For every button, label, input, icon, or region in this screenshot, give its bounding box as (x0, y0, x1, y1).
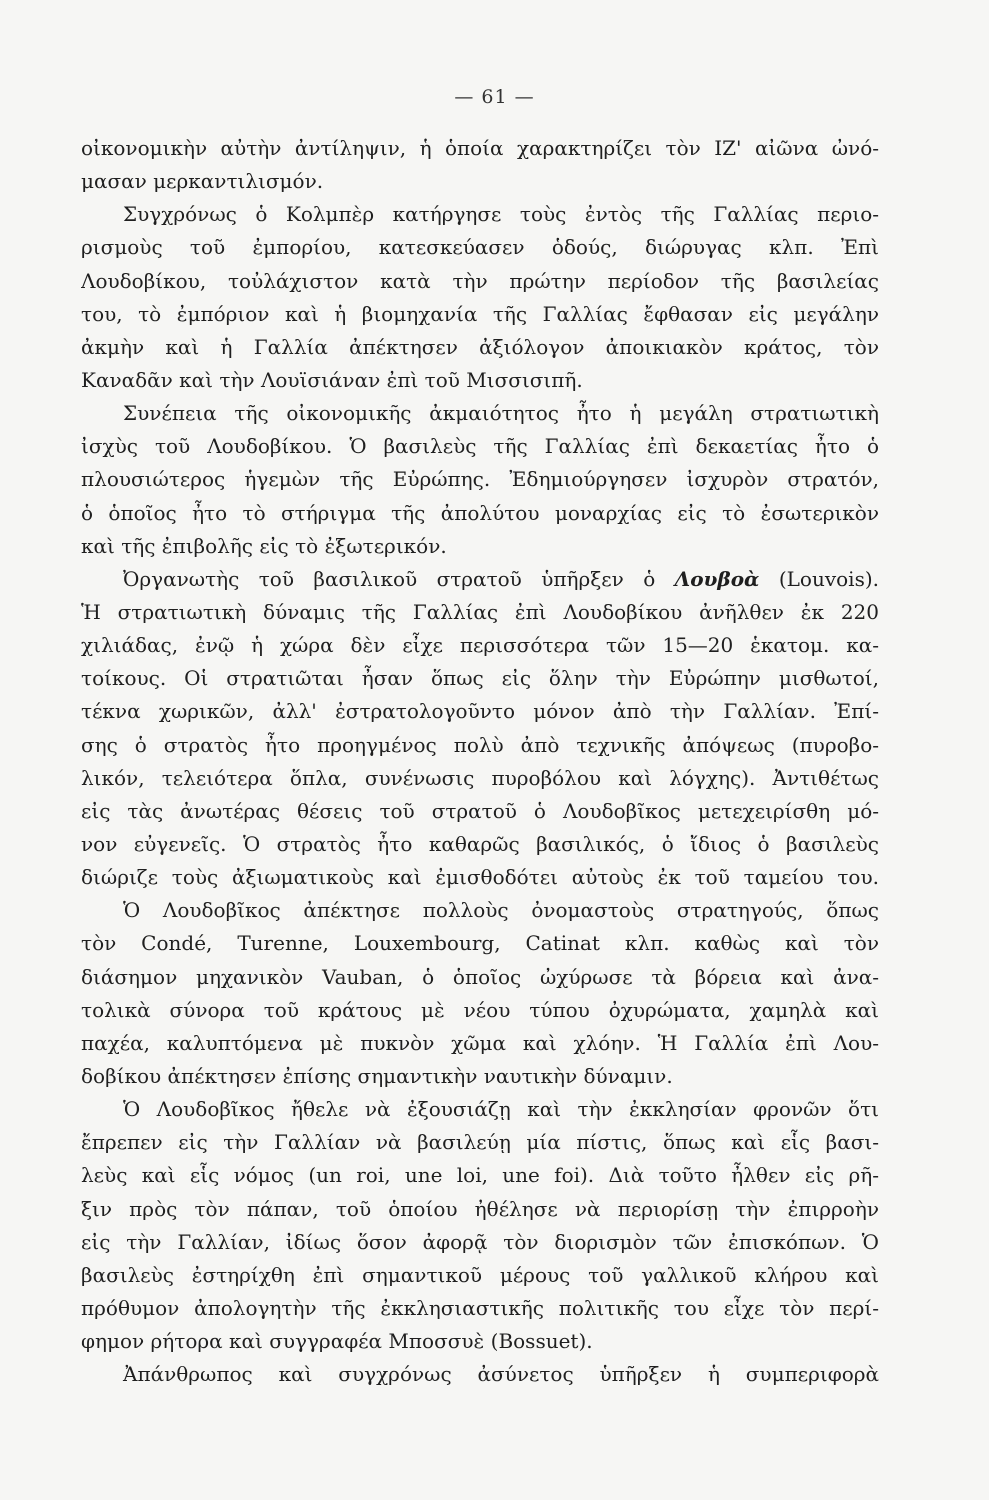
text-segment: Ὀργανωτὴς τοῦ βασιλικοῦ στρατοῦ ὑπῆρξεν ὁ (123, 566, 675, 591)
text-line: πρόθυμον ἀπολογητὴν τῆς ἐκκλησιαστικῆς πολιτικῆς του εἶχε τὸν περί- (81, 1295, 879, 1320)
text-segment: (Louvois). (759, 566, 879, 591)
text-line: εἰς τὰς ἀνωτέρας θέσεις τοῦ στρατοῦ ὁ Λουδοβῖκος μετεχειρίσθη μό- (81, 798, 879, 823)
text-line: μασαν μερκαντιλισμόν. (81, 169, 324, 194)
text-line (81, 563, 879, 596)
text-line: διώριζε τοὺς ἀξιωματικοὺς καὶ ἐμισθοδότει αὐτοὺς ἐκ τοῦ ταμείου του. (81, 865, 879, 890)
text-line: διάσημον μηχανικὸν Vauban, ὁ ὁποῖος ὠχύρωσε τὰ βόρεια καὶ ἀνα- (81, 964, 879, 989)
text-line: εἰς τὴν Γαλλίαν, ἰδίως ὅσον ἀφορᾷ τὸν διορισμὸν τῶν ἐπισκόπων. Ὁ (81, 1229, 879, 1254)
text-line: ρισμοὺς τοῦ ἐμπορίου, κατεσκεύασεν ὁδούς, διώρυγας κλπ. Ἐπὶ (81, 235, 879, 260)
text-line: τολικὰ σύνορα τοῦ κράτους μὲ νέου τύπου ὀχυρώματα, χαμηλὰ καὶ (81, 997, 879, 1022)
text-line: τοίκους. Οἱ στρατιῶται ἦσαν ὅπως εἰς ὅλην τὴν Εὐρώπην μισθωτοί, (81, 666, 879, 691)
text-line: ἀκμὴν καὶ ἡ Γαλλία ἀπέκτησεν ἀξιόλογον ἀποικιακὸν κράτος, τὸν (81, 334, 879, 359)
emphasized-name: Λουβοὰ (674, 566, 760, 591)
text-line: Ἀπάνθρωπος καὶ συγχρόνως ἀσύνετος ὑπῆρξεν ἡ συμπεριφορὰ (123, 1362, 879, 1387)
text-line: Ὁ Λουδοβῖκος ἤθελε νὰ ἐξουσιάζῃ καὶ τὴν ἐκκλησίαν φρονῶν ὅτι (123, 1097, 879, 1122)
text-line: βασιλεὺς ἐστηρίχθη ἐπὶ σημαντικοῦ μέρους τοῦ γαλλικοῦ κλήρου καὶ (81, 1262, 879, 1287)
text-line: χιλιάδας, ἐνῷ ἡ χώρα δὲν εἶχε περισσότερα τῶν 15—20 ἑκατομ. κα- (81, 633, 879, 658)
text-line: λεὺς καὶ εἷς νόμος (un roi, une loi, une foi). Διὰ τοῦτο ἦλθεν εἰς ρῆ- (81, 1163, 879, 1188)
text-line: Καναδᾶν καὶ τὴν Λουϊσιάναν ἐπὶ τοῦ Μισσισιπῆ. (81, 367, 583, 392)
text-line: δοβίκου ἀπέκτησεν ἐπίσης σημαντικὴν ναυτικὴν δύναμιν. (81, 1063, 673, 1088)
text-line: Ὁ Λουδοβῖκος ἀπέκτησε πολλοὺς ὀνομαστοὺς στρατηγούς, ὅπως (123, 898, 879, 923)
text-line: ἔπρεπεν εἰς τὴν Γαλλίαν νὰ βασιλεύῃ μία πίστις, ὅπως καὶ εἷς βασι- (81, 1130, 879, 1155)
text-line: ἰσχὺς τοῦ Λουδοβίκου. Ὁ βασιλεὺς τῆς Γαλλίας ἐπὶ δεκαετίας ἦτο ὁ (81, 434, 879, 459)
text-line: παχέα, καλυπτόμενα μὲ πυκνὸν χῶμα καὶ χλόην. Ἡ Γαλλία ἐπὶ Λου- (81, 1030, 879, 1055)
text-line: πλουσιώτερος ἡγεμὼν τῆς Εὐρώπης. Ἐδημιούργησεν ἰσχυρὸν στρατόν, (81, 467, 879, 492)
text-line: τέκνα χωρικῶν, ἀλλ' ἐστρατολογοῦντο μόνον ἀπὸ τὴν Γαλλίαν. Ἐπί- (81, 699, 879, 724)
text-line: φημον ρήτορα καὶ συγγραφέα Μποσσυὲ (Bossuet). (81, 1329, 593, 1354)
body-text (81, 132, 879, 1391)
text-line: του, τὸ ἐμπόριον καὶ ἡ βιομηχανία τῆς Γαλλίας ἔφθασαν εἰς μεγάλην (81, 301, 879, 326)
text-line: ξιν πρὸς τὸν πάπαν, τοῦ ὁποίου ἠθέλησε νὰ περιορίσῃ τὴν ἐπιρροὴν (81, 1196, 879, 1221)
text-line: Ἡ στρατιωτικὴ δύναμις τῆς Γαλλίας ἐπὶ Λουδοβίκου ἀνῆλθεν ἐκ 220 (81, 599, 879, 624)
text-line: καὶ τῆς ἐπιβολῆς εἰς τὸ ἐξωτερικόν. (81, 533, 447, 558)
text-line: σης ὁ στρατὸς ἦτο προηγμένος πολὺ ἀπὸ τεχνικῆς ἀπόψεως (πυροβο- (81, 732, 879, 757)
text-line: τὸν Condé, Turenne, Louxembourg, Catinat κλπ. καθὼς καὶ τὸν (81, 931, 879, 956)
text-line: Λουδοβίκου, τοὐλάχιστον κατὰ τὴν πρώτην περίοδον τῆς βασιλείας (81, 268, 879, 293)
text-line: νον εὐγενεῖς. Ὁ στρατὸς ἦτο καθαρῶς βασιλικός, ὁ ἴδιος ὁ βασιλεὺς (81, 831, 879, 856)
text-line: Συνέπεια τῆς οἰκονομικῆς ἀκμαιότητος ἦτο ἡ μεγάλη στρατιωτικὴ (123, 401, 879, 426)
text-line: Συγχρόνως ὁ Κολμπὲρ κατήργησε τοὺς ἐντὸς τῆς Γαλλίας περιο- (123, 202, 879, 227)
text-line: οἰκονομικὴν αὐτὴν ἀντίληψιν, ἡ ὁποία χαρακτηρίζει τὸν ΙΖ' αἰῶνα ὠνό- (81, 136, 879, 160)
text-line: λικόν, τελειότερα ὅπλα, συνένωσις πυροβόλου καὶ λόγχης). Ἀντιθέτως (81, 765, 879, 790)
page-number: — 61 — (454, 86, 535, 108)
text-line: ὁ ὁποῖος ἦτο τὸ στήριγμα τῆς ἀπολύτου μοναρχίας εἰς τὸ ἐσωτερικὸν (81, 500, 879, 525)
